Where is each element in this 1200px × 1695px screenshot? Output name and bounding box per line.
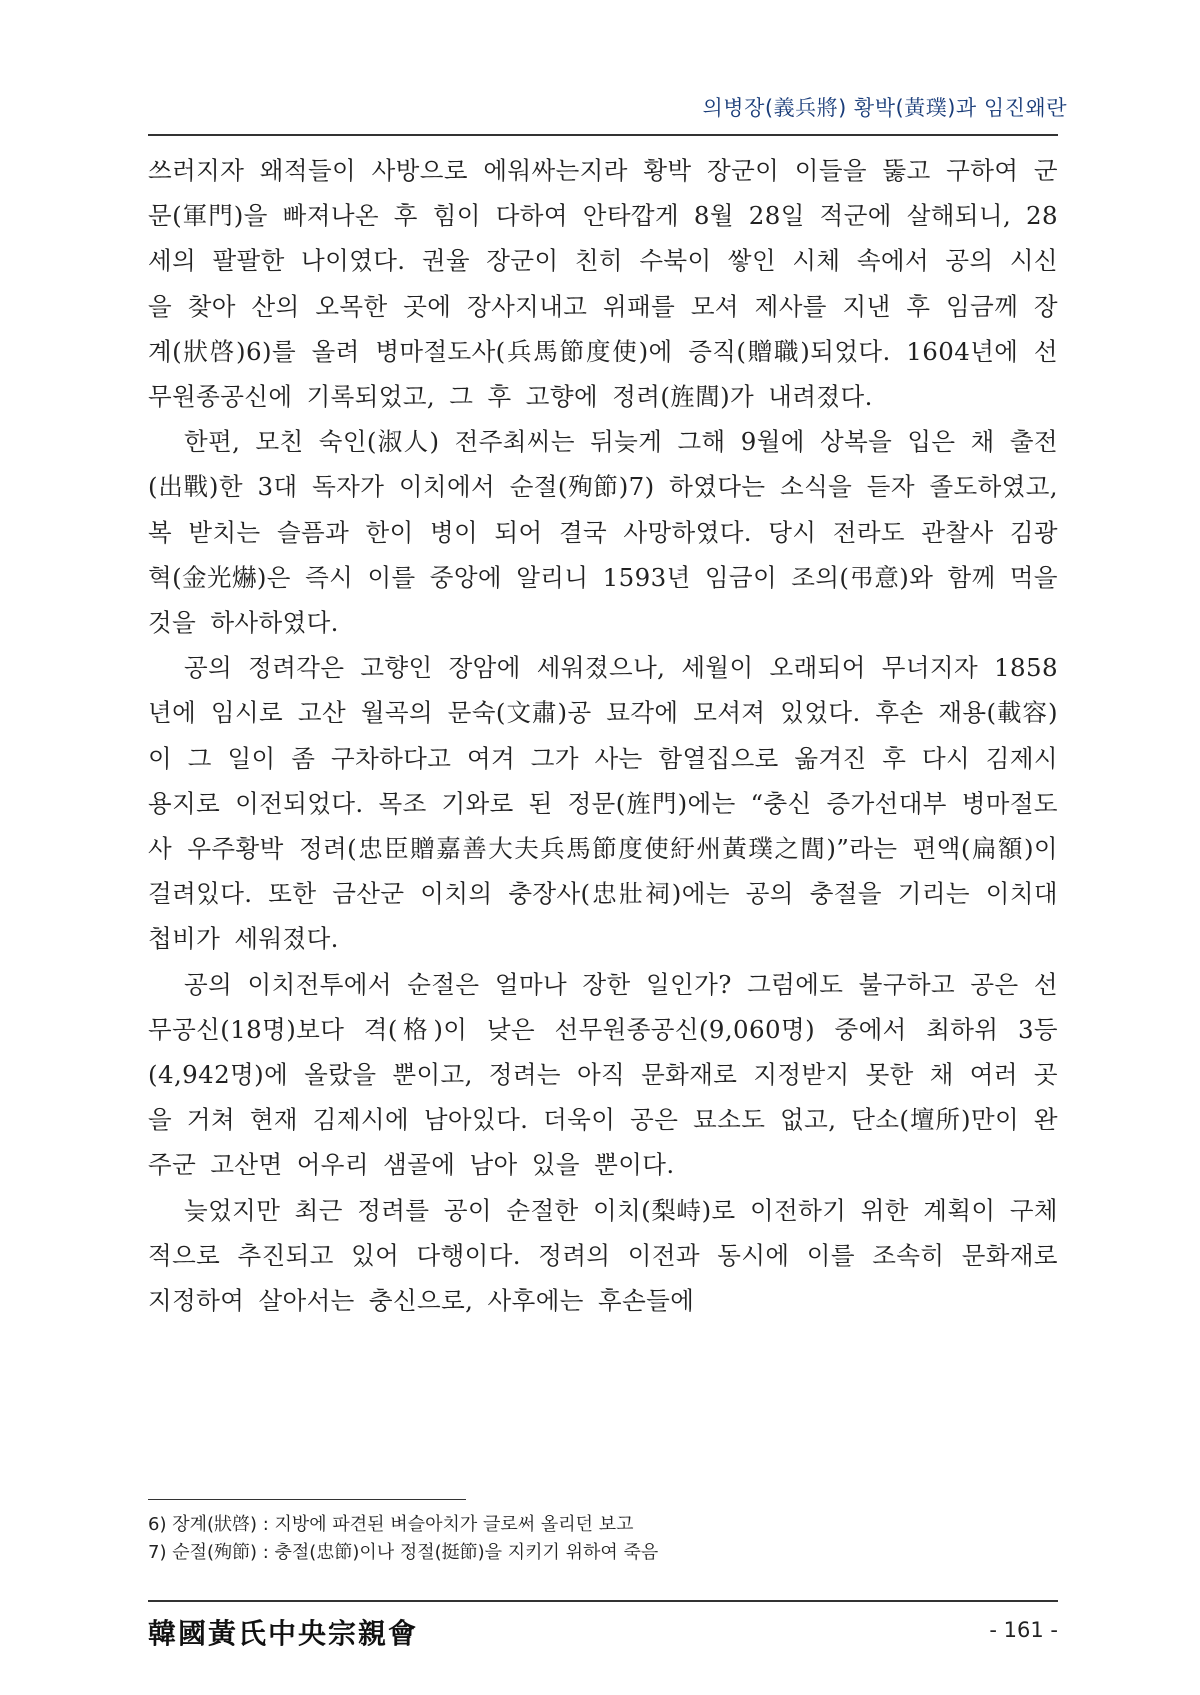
paragraph-honors: 공의 이치전투에서 순절은 얼마나 장한 일인가? 그럼에도 불구하고 공은 선무공신(18명)보다 격(格)이 낮은 선무원종공신(9,060명) 중에서 최하위 3등(4,942명)에 올랐을 뿐이고, 정려는 아직 문화재로 지정받지 못한 채 여러 곳을 거쳐 현재 김제시에 남아있다. 더욱이 공은 묘소도 없고, 단소(壇所)만이 완주군 고산면 어우리 샘골에 남아 있을 뿐이다.: [148, 969, 1058, 1180]
footnotes: [148, 1511, 1058, 1567]
footnote-6: 6) 장계(狀啓) : 지방에 파견된 벼슬아치가 글로써 올리던 보고: [148, 1514, 634, 1535]
header-rule: [148, 134, 1058, 136]
paragraph-relocation: 늦었지만 최근 정려를 공이 순절한 이치(梨峙)로 이전하기 위한 계획이 구체적으로 추진되고 있어 다행이다. 정려의 이전과 동시에 이를 조속히 문화재로 지정하여 살아서는 충신으로, 사후에는 후손들에: [148, 1195, 1058, 1316]
footer-rule: [148, 1600, 1058, 1602]
paragraph-memorial-gate: 공의 정려각은 고향인 장암에 세워졌으나, 세월이 오래되어 무너지자 1858년에 임시로 고산 월곡의 문숙(文肅)공 묘각에 모셔져 있었다. 후손 재용(載容)이 그 일이 좀 구차하다고 여겨 그가 사는 함열집으로 옮겨진 후 다시 김제시 용지로 이전되었다. 목조 기와로 된 정문(旌門)에는 “충신 증가선대부 병마절도사 우주황박 정려(忠臣贈嘉善大夫兵馬節度使紆州黃璞之閭)”라는 편액(扁額)이 걸려있다. 또한 금산군 이치의 충장사(忠壯祠)에는 공의 충절을 기리는 이치대첩비가 세워졌다.: [148, 653, 1058, 954]
paragraph-mother: 한편, 모친 숙인(淑人) 전주최씨는 뒤늦게 그해 9월에 상복을 입은 채 출전(出戰)한 3대 독자가 이치에서 순절(殉節)7) 하였다는 소식을 듣자 졸도하였고, 복 받치는 슬픔과 한이 병이 되어 결국 사망하였다. 당시 전라도 관찰사 김광혁(金光爀)은 즉시 이를 중앙에 알리니 1593년 임금이 조의(弔意)와 함께 먹을 것을 하사하였다.: [148, 427, 1058, 638]
footer-organization-logo: 韓國黃氏中央宗親會: [148, 1617, 419, 1650]
paragraph-continued: 쓰러지자 왜적들이 사방으로 에워싸는지라 황박 장군이 이들을 뚫고 구하여 군문(軍門)을 빠져나온 후 힘이 다하여 안타깝게 8월 28일 적군에 살해되니, 28세의 팔팔한 나이였다. 권율 장군이 친히 수북이 쌓인 시체 속에서 공의 시신을 찾아 산의 오목한 곳에 장사지내고 위패를 모셔 제사를 지낸 후 임금께 장계(狀啓)6)를 올려 병마절도사(兵馬節度使)에 증직(贈職)되었다. 1604년에 선무원종공신에 기록되었고, 그 후 고향에 정려(旌閭)가 내려졌다.: [148, 156, 1058, 412]
footnote-7: 7) 순절(殉節) : 충절(忠節)이나 정절(挺節)을 지키기 위하여 죽음: [148, 1542, 659, 1563]
footnote-rule: [148, 1499, 466, 1500]
page-number: - 161 -: [989, 1618, 1058, 1642]
body-text: [148, 148, 1058, 1323]
running-header-title: 의병장(義兵將) 황박(黃璞)과 임진왜란: [702, 96, 1067, 120]
